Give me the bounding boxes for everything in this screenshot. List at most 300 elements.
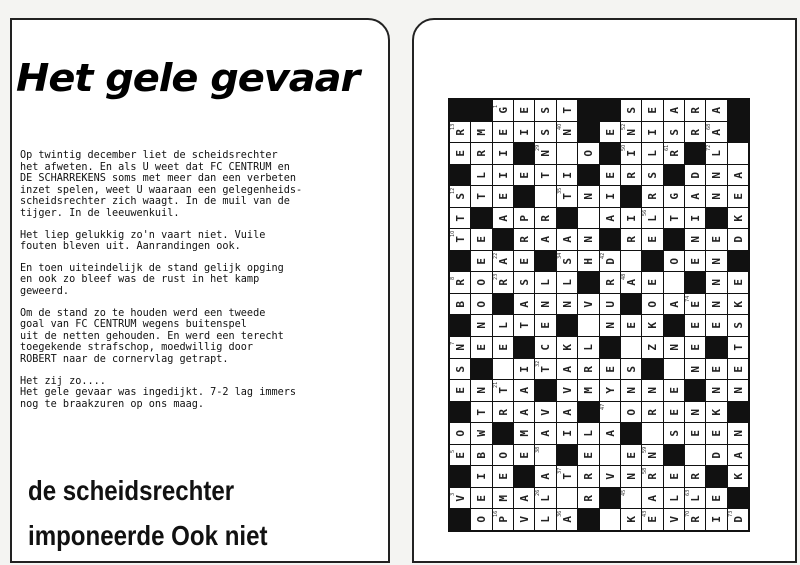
crossword-letter: N [709, 257, 723, 265]
crossword-letter: N [475, 387, 489, 394]
crossword-cell [642, 186, 662, 207]
crossword-cell [535, 402, 555, 423]
crossword-cell [685, 423, 705, 444]
crossword-letter: E [709, 365, 723, 373]
crossword-letter: S [539, 106, 553, 114]
crossword-cell [642, 488, 662, 509]
crossword-cell [450, 229, 470, 250]
article-paragraph-4: Om de stand zo te houden werd een tweede goal van FC CENTRUM wegens buitenspel uit de netten gehouden. En werd een terecht toegekende strafschop, moedwillig door ROBERT naar de cornervlag getrapt. [20, 307, 284, 365]
crossword-block [642, 359, 662, 380]
crossword-cell [535, 488, 555, 509]
crossword-cell [578, 143, 598, 164]
crossword-letter: A [517, 494, 531, 502]
crossword-cell [450, 186, 470, 207]
crossword-cell [728, 337, 748, 358]
crossword-letter: E [603, 171, 617, 179]
crossword-cell [493, 509, 513, 530]
crossword-cell [685, 445, 705, 466]
crossword-number: 68 [706, 123, 713, 130]
crossword-cell [706, 359, 726, 380]
crossword-cell [600, 359, 620, 380]
crossword-number: 70 [684, 511, 691, 518]
article-paragraph-1: Op twintig december liet de scheidsrechter het afweten. En als U weet dat FC CENTRUM en DE SCHARREKENS soms met meer dan een verbeten inzet spelen, weet U waaraan een gelegenheids- scheidsrechter zich waagt. In de muil van de tijger. In de leeuwenkuil. [20, 150, 303, 219]
crossword-letter: E [539, 322, 553, 330]
crossword-letter: A [496, 214, 510, 222]
crossword-letter: N [603, 322, 617, 330]
crossword-number: 26 [535, 489, 542, 496]
crossword-letter: A [539, 473, 553, 480]
crossword-cell [471, 337, 491, 358]
crossword-letter: S [624, 106, 638, 114]
crossword-letter: U [603, 300, 617, 308]
crossword-cell [471, 229, 491, 250]
crossword-cell [685, 229, 705, 250]
crossword-letter: O [475, 279, 489, 286]
crossword-letter: M [517, 430, 531, 437]
crossword-cell [600, 294, 620, 315]
crossword-block [450, 100, 470, 121]
crossword-letter: D [709, 451, 723, 459]
crossword-cell [621, 380, 641, 401]
crossword-block [621, 423, 641, 444]
crossword-number: 56 [642, 209, 649, 216]
crossword-cell [578, 251, 598, 272]
crossword-block [578, 402, 598, 423]
crossword-letter: N [475, 322, 489, 330]
crossword-cell [664, 466, 684, 487]
crossword-cell [600, 423, 620, 444]
crossword-cell [557, 488, 577, 509]
crossword-letter: Y [603, 387, 617, 394]
crossword-cell [471, 315, 491, 336]
crossword-cell [471, 122, 491, 143]
crossword-block [578, 100, 598, 121]
crossword-block [664, 165, 684, 186]
crossword-cell [514, 423, 534, 444]
crossword-cell [557, 337, 577, 358]
crossword-cell [514, 251, 534, 272]
crossword-block [664, 445, 684, 466]
crossword-block [557, 208, 577, 229]
crossword-number: 3 [450, 492, 456, 496]
crossword-number: 8 [450, 277, 456, 281]
crossword-letter: E [624, 451, 638, 459]
crossword-block [450, 466, 470, 487]
crossword-cell [600, 402, 620, 423]
crossword-number: 43 [642, 511, 649, 518]
crossword-letter: S [560, 257, 574, 265]
crossword-cell [578, 359, 598, 380]
crossword-letter: R [688, 516, 702, 524]
crossword-number: 35 [556, 187, 563, 195]
crossword-letter: K [731, 473, 745, 480]
crossword-cell [685, 359, 705, 380]
crossword-letter: N [731, 387, 745, 394]
crossword-number: 50 [620, 144, 627, 152]
crossword-cell [600, 445, 620, 466]
crossword-block [450, 315, 470, 336]
crossword-letter: A [539, 430, 553, 437]
crossword-letter: N [453, 344, 467, 351]
crossword-letter: T [539, 365, 553, 373]
crossword-letter: M [581, 387, 595, 394]
crossword-cell [728, 229, 748, 250]
crossword-letter: A [603, 430, 617, 437]
crossword-cell [664, 337, 684, 358]
crossword-cell [493, 380, 513, 401]
crossword-letter: A [624, 279, 638, 286]
crossword-letter: E [645, 236, 659, 243]
crossword-cell [514, 445, 534, 466]
article-paragraph-2: Het liep gelukkig zo'n vaart niet. Vuile fouten bleven uit. Aanrandingen ook. [20, 229, 266, 253]
crossword-letter: N [624, 387, 638, 394]
crossword-number: 1 [492, 104, 499, 108]
crossword-cell [728, 466, 748, 487]
crossword-cell [471, 186, 491, 207]
crossword-letter: O [496, 451, 510, 459]
crossword-block [642, 251, 662, 272]
crossword-block [600, 337, 620, 358]
crossword-cell [685, 337, 705, 358]
crossword-letter: T [453, 236, 467, 243]
crossword-cell [664, 208, 684, 229]
crossword-letter: I [624, 150, 638, 157]
crossword-letter: E [688, 344, 702, 351]
crossword-cell [493, 445, 513, 466]
crossword-letter: S [453, 193, 467, 200]
crossword-block [621, 186, 641, 207]
crossword-letter: A [709, 106, 723, 114]
crossword-cell [642, 509, 662, 530]
crossword-letter: A [496, 257, 510, 265]
crossword-cell [621, 509, 641, 530]
crossword-cell [578, 208, 598, 229]
crossword-letter: R [496, 279, 510, 286]
crossword-letter: R [517, 236, 531, 243]
crossword-letter: K [624, 516, 638, 524]
crossword-letter: N [709, 300, 723, 308]
crossword-cell [493, 251, 513, 272]
crossword-letter: K [731, 214, 745, 222]
crossword-number: 10 [450, 230, 456, 238]
crossword-cell [578, 445, 598, 466]
crossword-cell [600, 509, 620, 530]
crossword-letter: D [731, 516, 745, 524]
crossword-letter: V [560, 387, 574, 394]
crossword-block [706, 466, 726, 487]
crossword-letter: V [667, 516, 681, 524]
crossword-letter: N [560, 128, 574, 136]
crossword-letter: V [603, 473, 617, 480]
crossword-letter: T [667, 214, 681, 222]
crossword-letter: O [475, 300, 489, 308]
crossword-letter: E [709, 322, 723, 330]
crossword-cell [514, 122, 534, 143]
crossword-cell [578, 186, 598, 207]
crossword-cell [493, 337, 513, 358]
crossword-cell [493, 143, 513, 164]
crossword-block [578, 272, 598, 293]
crossword-cell [621, 251, 641, 272]
crossword-letter: D [731, 236, 745, 243]
crossword-letter: S [539, 128, 553, 136]
headline: Het gele gevaar [16, 56, 360, 100]
crossword-letter: R [581, 494, 595, 502]
crossword-cell [664, 509, 684, 530]
crossword-letter: L [539, 494, 553, 502]
crossword-cell [578, 294, 598, 315]
crossword-letter: R [624, 171, 638, 179]
crossword-letter: A [667, 106, 681, 114]
crossword-letter: A [731, 451, 745, 459]
crossword-letter: R [539, 214, 553, 222]
crossword-cell [514, 208, 534, 229]
crossword-cell [706, 186, 726, 207]
crossword-letter: G [667, 193, 681, 200]
crossword-cell [450, 294, 470, 315]
crossword-block [578, 165, 598, 186]
crossword-cell [535, 509, 555, 530]
crossword-cell [621, 466, 641, 487]
crossword-cell [685, 402, 705, 423]
crossword-letter: L [709, 150, 723, 157]
crossword-cell [728, 359, 748, 380]
crossword-cell [557, 359, 577, 380]
crossword-cell [706, 445, 726, 466]
crossword-cell [600, 186, 620, 207]
crossword-cell [642, 294, 662, 315]
crossword-letter: N [688, 408, 702, 416]
crossword-letter: L [667, 494, 681, 502]
crossword-letter: L [581, 430, 595, 437]
crossword-letter: R [453, 128, 467, 136]
crossword-letter: N [709, 193, 723, 200]
crossword-letter: I [688, 214, 702, 222]
crossword-letter: E [731, 193, 745, 200]
crossword-letter: E [517, 257, 531, 265]
crossword-letter: N [667, 344, 681, 351]
crossword-cell [600, 466, 620, 487]
crossword-cell [535, 186, 555, 207]
crossword-cell [706, 315, 726, 336]
crossword-cell [621, 445, 641, 466]
crossword-cell [706, 294, 726, 315]
crossword-cell [557, 143, 577, 164]
crossword-cell [706, 251, 726, 272]
crossword-cell [557, 509, 577, 530]
crossword-cell [664, 143, 684, 164]
crossword-block [600, 229, 620, 250]
crossword-letter: B [475, 451, 489, 459]
crossword-block [578, 122, 598, 143]
crossword-block [706, 208, 726, 229]
crossword-cell [621, 402, 641, 423]
crossword-letter: V [453, 494, 467, 502]
crossword-cell [664, 272, 684, 293]
crossword-cell [664, 359, 684, 380]
crossword-block [685, 143, 705, 164]
crossword-number: 13 [450, 123, 456, 130]
crossword-letter: S [453, 365, 467, 373]
crossword-cell [535, 272, 555, 293]
crossword-cell [578, 337, 598, 358]
crossword-letter: M [475, 128, 489, 136]
crossword-cell [557, 272, 577, 293]
crossword-letter: E [581, 451, 595, 459]
crossword-letter: P [496, 516, 510, 524]
crossword-cell [578, 466, 598, 487]
crossword-block [557, 315, 577, 336]
crossword-block [728, 402, 748, 423]
crossword-cell [621, 208, 641, 229]
crossword-cell [642, 315, 662, 336]
crossword-cell [600, 122, 620, 143]
crossword-cell [642, 229, 662, 250]
crossword-block [728, 488, 748, 509]
crossword-letter: L [539, 516, 553, 524]
crossword-letter: O [667, 257, 681, 265]
crossword-cell [450, 488, 470, 509]
crossword-cell [600, 272, 620, 293]
crossword-cell [706, 272, 726, 293]
crossword-cell [600, 165, 620, 186]
crossword-letter: R [667, 150, 681, 157]
crossword-cell [728, 143, 748, 164]
crossword-letter: I [496, 171, 510, 179]
crossword-block [535, 251, 555, 272]
crossword-block [514, 466, 534, 487]
crossword-cell [535, 122, 555, 143]
crossword-cell [493, 466, 513, 487]
crossword-cell [728, 509, 748, 530]
crossword-number: 45 [620, 489, 627, 496]
crossword-cell [493, 122, 513, 143]
crossword-cell [642, 445, 662, 466]
footer-line-2: imponeerde Ook niet [28, 520, 268, 551]
crossword-number: 23 [492, 274, 499, 281]
crossword-letter: E [731, 279, 745, 286]
crossword-letter: R [645, 408, 659, 416]
crossword-letter: K [731, 300, 745, 308]
crossword-cell [706, 488, 726, 509]
crossword-number: 74 [684, 295, 691, 302]
crossword-cell [450, 272, 470, 293]
crossword-letter: N [688, 365, 702, 373]
crossword-letter: A [645, 494, 659, 502]
crossword-letter: E [496, 128, 510, 136]
crossword-letter: G [496, 106, 510, 114]
crossword-letter: R [475, 150, 489, 157]
crossword-letter: L [645, 150, 659, 157]
crossword-cell [664, 294, 684, 315]
crossword-letter: L [475, 171, 489, 179]
crossword-cell [685, 208, 705, 229]
crossword-number: 61 [663, 144, 670, 152]
crossword-letter: O [475, 516, 489, 524]
crossword-cell [685, 509, 705, 530]
crossword-letter: N [581, 193, 595, 200]
crossword-letter: R [603, 279, 617, 286]
crossword-cell [450, 143, 470, 164]
crossword-letter: S [645, 171, 659, 179]
crossword-letter: I [603, 193, 617, 200]
crossword-letter: N [539, 300, 553, 308]
crossword-letter: E [453, 451, 467, 459]
crossword-letter: R [581, 365, 595, 373]
crossword-block [728, 251, 748, 272]
crossword-block [600, 100, 620, 121]
crossword-cell [621, 315, 641, 336]
crossword-letter: I [475, 473, 489, 480]
crossword-letter: L [581, 344, 595, 351]
crossword-block [514, 186, 534, 207]
crossword-letter: K [645, 322, 659, 330]
crossword-cell [706, 380, 726, 401]
crossword-letter: N [624, 473, 638, 480]
crossword-number: 59 [642, 446, 649, 453]
crossword-cell [642, 165, 662, 186]
crossword-block [514, 143, 534, 164]
crossword-cell [535, 315, 555, 336]
crossword-cell [600, 251, 620, 272]
crossword-block [600, 488, 620, 509]
crossword-cell [642, 380, 662, 401]
crossword-letter: A [560, 408, 574, 416]
crossword-letter: T [475, 193, 489, 200]
crossword-letter: R [645, 473, 659, 480]
crossword-cell [493, 272, 513, 293]
crossword-letter: V [581, 300, 595, 308]
crossword-cell [450, 122, 470, 143]
crossword-letter: T [731, 344, 745, 351]
crossword-cell [706, 122, 726, 143]
crossword-letter: H [581, 257, 595, 265]
crossword-letter: L [539, 279, 553, 286]
crossword-number: 22 [492, 252, 499, 259]
crossword-letter: T [539, 171, 553, 179]
crossword-letter: O [581, 150, 595, 157]
crossword-letter: T [560, 193, 574, 200]
crossword-letter: V [517, 516, 531, 524]
crossword-cell [535, 294, 555, 315]
crossword-cell [685, 294, 705, 315]
crossword-letter: E [709, 430, 723, 437]
crossword-cell [514, 359, 534, 380]
crossword-cell [578, 229, 598, 250]
crossword-letter: I [645, 128, 659, 136]
crossword-cell [471, 294, 491, 315]
crossword-number: 5 [450, 449, 456, 453]
crossword-letter: R [624, 236, 638, 243]
crossword-letter: T [560, 106, 574, 114]
crossword-letter: M [496, 494, 510, 502]
crossword-letter: R [688, 128, 702, 136]
crossword-cell [557, 380, 577, 401]
crossword-letter: N [539, 150, 553, 157]
crossword-block [685, 272, 705, 293]
crossword-cell [706, 143, 726, 164]
crossword-letter: A [709, 128, 723, 136]
crossword-number: 21 [492, 381, 499, 389]
crossword-letter: E [475, 257, 489, 265]
crossword-cell [471, 143, 491, 164]
crossword-letter: A [731, 171, 745, 179]
crossword-cell [493, 100, 513, 121]
crossword-block [664, 315, 684, 336]
crossword-cell [557, 229, 577, 250]
crossword-cell [535, 143, 555, 164]
right-page [412, 18, 797, 563]
